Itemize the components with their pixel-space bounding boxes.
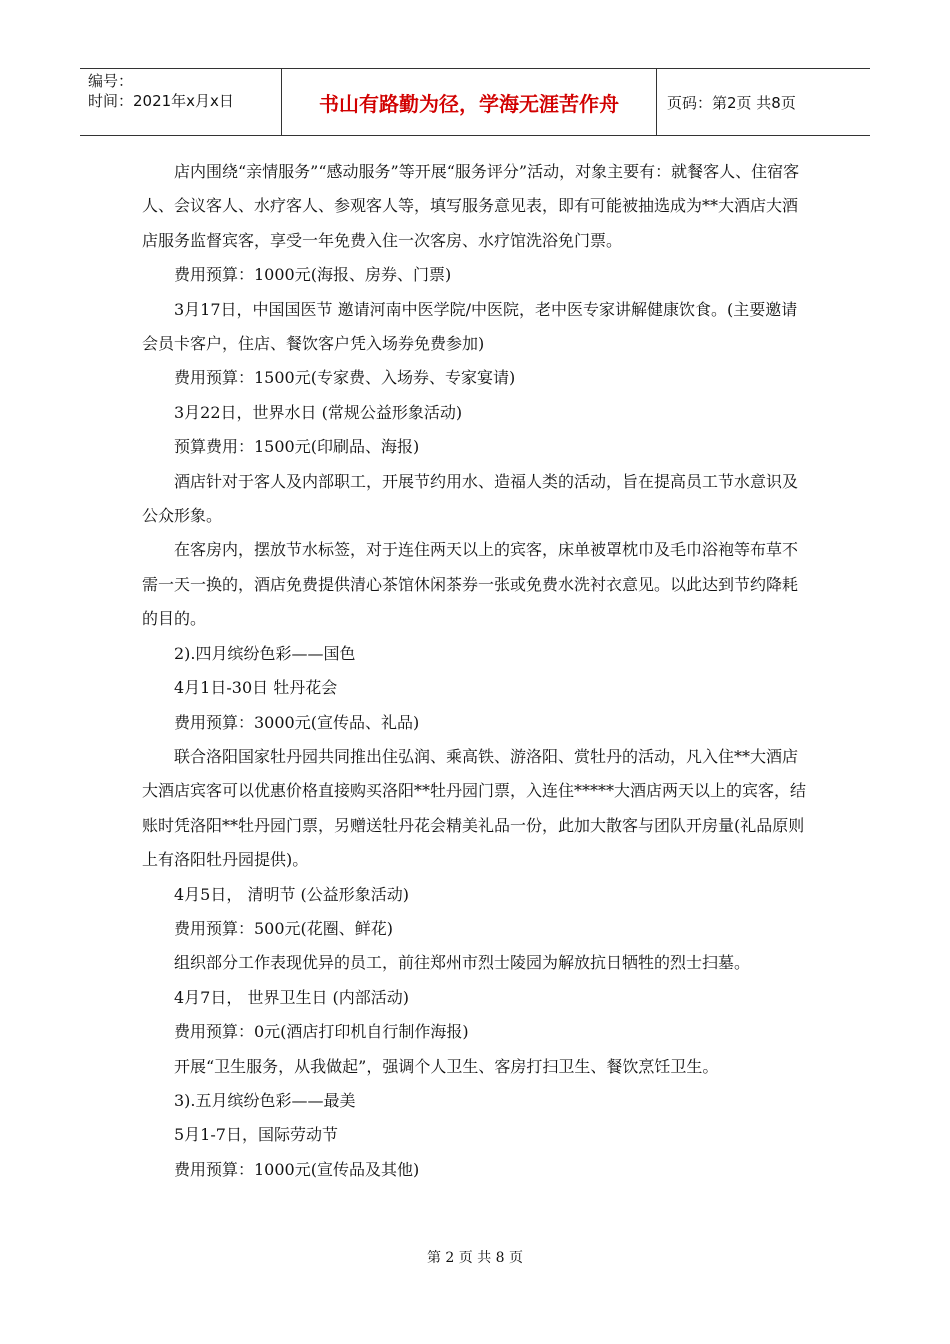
paragraph: 4月5日， 清明节 (公益形象活动) (174, 884, 410, 904)
document-number: 编号： (88, 72, 134, 90)
page-header (80, 68, 870, 136)
document-time: 时间：2021年x月x日 (88, 92, 234, 110)
paragraph: 4月1日-30日 牡丹花会 (174, 678, 338, 698)
paragraph: 预算费用：1500元(印刷品、海报) (174, 437, 420, 457)
document-body (142, 155, 812, 1187)
page-footer: 第 2 页 共 8 页 (426, 1250, 524, 1266)
paragraph: 联合洛阳国家牡丹园共同推出住弘润、乘高铁、游洛阳、赏牡丹的活动，凡入住**大酒店大酒店宾客可以优惠价格直接购买洛阳**牡丹园门票，入连住*****大酒店两天以上的宾客，结账时凭洛阳**牡丹园门票，另赠送牡丹花会精美礼品一份，此加大散客与团队开房量(礼品原则上有洛阳牡丹园提供)。 (142, 746, 807, 870)
paragraph: 酒店针对于客人及内部职工，开展节约用水、造福人类的活动，旨在提高员工节水意识及公众形象。 (142, 471, 799, 526)
paragraph: 5月1-7日，国际劳动节 (174, 1125, 338, 1145)
paragraph: 3月22日，世界水日 (常规公益形象活动) (174, 402, 463, 422)
paragraph: 在客房内，摆放节水标签，对于连住两天以上的宾客，床单被罩枕巾及毛巾浴袍等布草不需一天一换的，酒店免费提供清心茶馆休闲茶券一张或免费水洗衬衣意见。以此达到节约降耗的目的。 (142, 540, 799, 629)
paragraph: 店内围绕“亲情服务”“感动服务”等开展“服务评分”活动，对象主要有：就餐客人、住宿客人、会议客人、水疗客人、参观客人等，填写服务意见表，即有可能被抽选成为**大酒店大酒店服务监督宾客，享受一年免费入住一次客房、水疗馆洗浴免门票。 (142, 162, 800, 250)
paragraph: 开展“卫生服务，从我做起”，强调个人卫生、客房打扫卫生、餐饮烹饪卫生。 (174, 1056, 719, 1076)
section-heading: 2).四月缤纷色彩——国色 (174, 643, 356, 663)
paragraph: 费用预算：500元(花圈、鲜花) (174, 918, 394, 938)
paragraph: 组织部分工作表现优异的员工，前往郑州市烈士陵园为解放抗日牺牲的烈士扫墓。 (174, 953, 751, 973)
paragraph: 费用预算：1000元(宣传品及其他) (174, 1159, 420, 1179)
paragraph: 费用预算：1000元(海报、房券、门票) (174, 265, 452, 285)
section-heading: 3).五月缤纷色彩——最美 (174, 1090, 356, 1110)
header-motto: 书山有路勤为径，学海无涯苦作舟 (282, 69, 657, 135)
header-meta (80, 69, 282, 135)
paragraph: 费用预算：1500元(专家费、入场券、专家宴请) (174, 368, 516, 388)
paragraph: 费用预算：0元(酒店打印机自行制作海报) (174, 1022, 469, 1042)
paragraph: 3月17日，中国国医节 邀请河南中医学院/中医院，老中医专家讲解健康饮食。(主要邀请会员卡客户，住店、餐饮客户凭入场券免费参加) (142, 299, 798, 354)
paragraph: 4月7日， 世界卫生日 (内部活动) (174, 987, 410, 1007)
header-page-number: 页码：第2页 共8页 (667, 93, 796, 112)
paragraph: 费用预算：3000元(宣传品、礼品) (174, 712, 420, 732)
